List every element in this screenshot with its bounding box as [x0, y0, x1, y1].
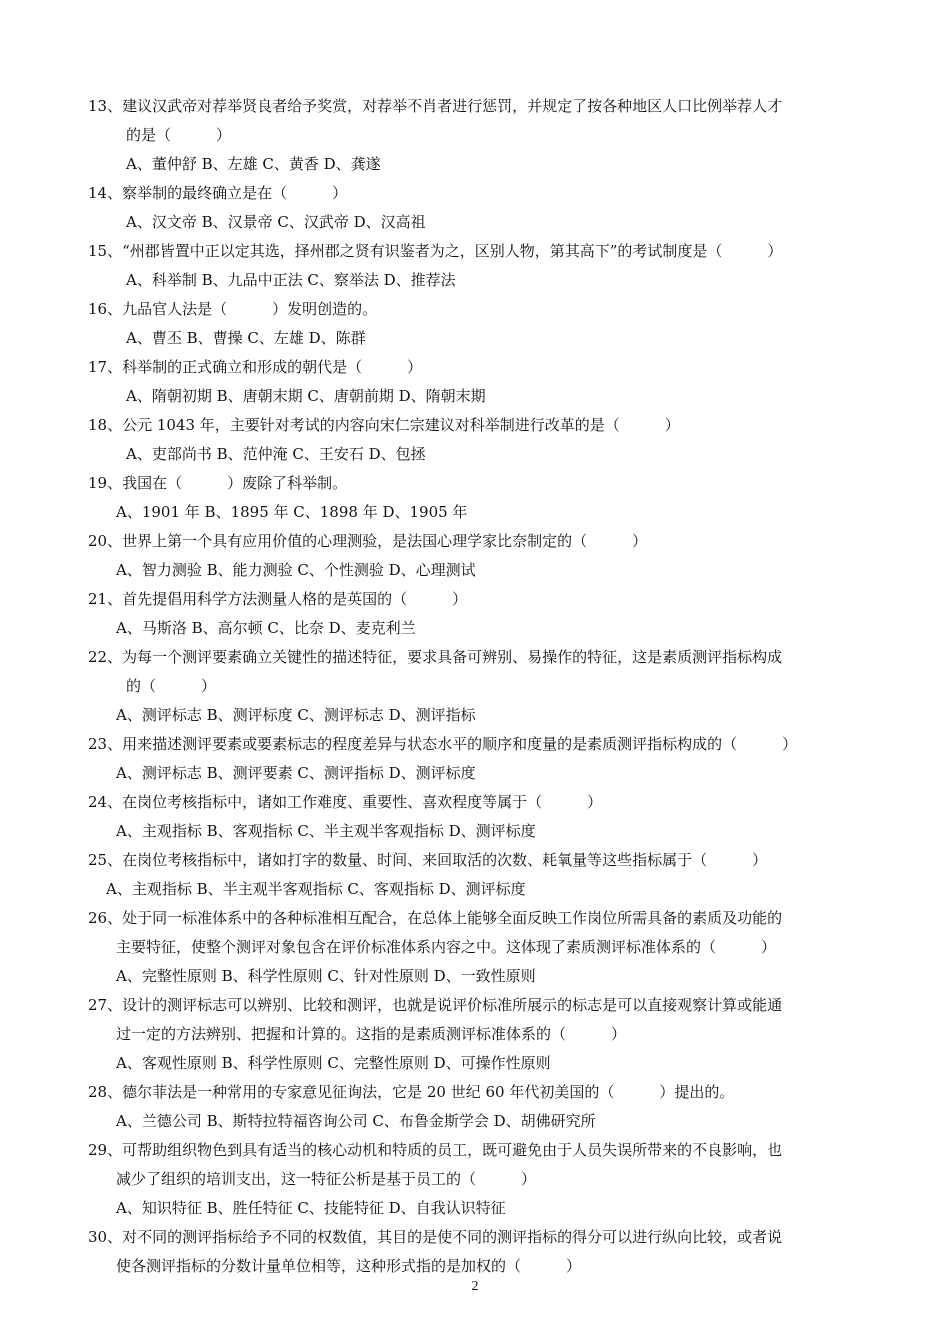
question-text-continued: 主要特征，使整个测评对象包含在评价标准体系内容之中。这体现了素质测评标准体系的（ ）	[116, 938, 777, 956]
answer-options: A、测评标志 B、测评标度 C、测评标志 D、测评指标	[116, 706, 476, 724]
question-text: 26、处于同一标准体系中的各种标准相互配合，在总体上能够全面反映工作岗位所需具备的素质及功能的	[88, 909, 783, 927]
question-text: 15、“州郡皆置中正以定其选，择州郡之贤有识鉴者为之，区别人物，第其高下”的考试制度是（ ）	[88, 242, 783, 260]
page-number: 2	[471, 1279, 479, 1294]
answer-options: A、知识特征 B、胜任特征 C、技能特征 D、自我认识特征	[116, 1199, 506, 1217]
answer-options: A、测评标志 B、测评要素 C、测评指标 D、测评标度	[116, 764, 476, 782]
question-text-continued: 减少了组织的培训支出，这一特征公析是基于员工的（ ）	[116, 1170, 537, 1188]
question-text-continued: 使各测评指标的分数计量单位相等，这种形式指的是加权的（ ）	[116, 1257, 582, 1275]
question-text: 24、在岗位考核指标中，诸如工作难度、重要性、喜欢程度等属于（ ）	[88, 793, 603, 811]
answer-options: A、科举制 B、九品中正法 C、察举法 D、推荐法	[126, 271, 456, 289]
answer-options: A、智力测验 B、能力测验 C、个性测验 D、心理测试	[116, 561, 476, 579]
question-text: 29、可帮助组织物色到具有适当的核心动机和特质的员工，既可避免由于人员失误所带来的不良影响，也	[88, 1141, 783, 1159]
question-text: 19、我国在（ ）废除了科举制。	[88, 474, 348, 492]
answer-options: A、主观指标 B、客观指标 C、半主观半客观指标 D、测评标度	[116, 822, 536, 840]
question-text: 13、建议汉武帝对荐举贤良者给予奖赏，对荐举不肖者进行惩罚，并规定了按各种地区人口比例举荐人才	[88, 97, 783, 115]
question-text: 14、察举制的最终确立是在（ ）	[88, 184, 348, 202]
question-text: 20、世界上第一个具有应用价值的心理测验，是法国心理学家比奈制定的（ ）	[88, 532, 648, 550]
question-text: 17、科举制的正式确立和形成的朝代是（ ）	[88, 358, 423, 376]
answer-options: A、曹丕 B、曹操 C、左雄 D、陈群	[126, 329, 366, 347]
question-text-continued: 的（ ）	[126, 677, 217, 695]
question-text: 30、对不同的测评指标给予不同的权数值，其目的是使不同的测评指标的得分可以进行纵向比较，或者说	[88, 1228, 783, 1246]
question-text: 18、公元 1043 年，主要针对考试的内容向宋仁宗建议对科举制进行改革的是（ ）	[88, 416, 680, 434]
question-list	[88, 92, 868, 1281]
question-text: 21、首先提倡用科学方法测量人格的是英国的（ ）	[88, 590, 468, 608]
answer-options: A、客观性原则 B、科学性原则 C、完整性原则 D、可操作性原则	[116, 1054, 551, 1072]
question-text: 16、九品官人法是（ ）发明创造的。	[88, 300, 378, 318]
question-text: 22、为每一个测评要素确立关键性的描述特征，要求具备可辨别、易操作的特征，这是素质测评指标构成	[88, 648, 783, 666]
question-text: 28、德尔菲法是一种常用的专家意见征询法，它是 20 世纪 60 年代初美国的（ ）提出的。	[88, 1083, 735, 1101]
answer-options: A、隋朝初期 B、唐朝末期 C、唐朝前期 D、隋朝末期	[126, 387, 486, 405]
answer-options: A、吏部尚书 B、范仲淹 C、王安石 D、包拯	[126, 445, 426, 463]
answer-options: A、完整性原则 B、科学性原则 C、针对性原则 D、一致性原则	[116, 967, 536, 985]
answer-options: A、主观指标 B、半主观半客观指标 C、客观指标 D、测评标度	[106, 880, 526, 898]
question-text: 27、设计的测评标志可以辨别、比较和测评，也就是说评价标准所展示的标志是可以直接观察计算或能通	[88, 996, 783, 1014]
question-text-continued: 过一定的方法辨别、把握和计算的。这指的是素质测评标准体系的（ ）	[116, 1025, 627, 1043]
answer-options: A、1901 年 B、1895 年 C、1898 年 D、1905 年	[116, 503, 468, 521]
answer-options: A、董仲舒 B、左雄 C、黄香 D、龚遂	[126, 155, 381, 173]
question-text-continued: 的是（ ）	[126, 126, 232, 144]
question-text: 25、在岗位考核指标中，诸如打字的数量、时间、来回取活的次数、耗氧量等这些指标属于（ ）	[88, 851, 768, 869]
answer-options: A、汉文帝 B、汉景帝 C、汉武帝 D、汉高祖	[126, 213, 426, 231]
question-text: 23、用来描述测评要素或要素标志的程度差异与状态水平的顺序和度量的是素质测评指标构成的（ ）	[88, 735, 798, 753]
answer-options: A、马斯洛 B、高尔顿 C、比奈 D、麦克利兰	[116, 619, 416, 637]
answer-options: A、兰德公司 B、斯特拉特福咨询公司 C、布鲁金斯学会 D、胡佛研究所	[116, 1112, 596, 1130]
